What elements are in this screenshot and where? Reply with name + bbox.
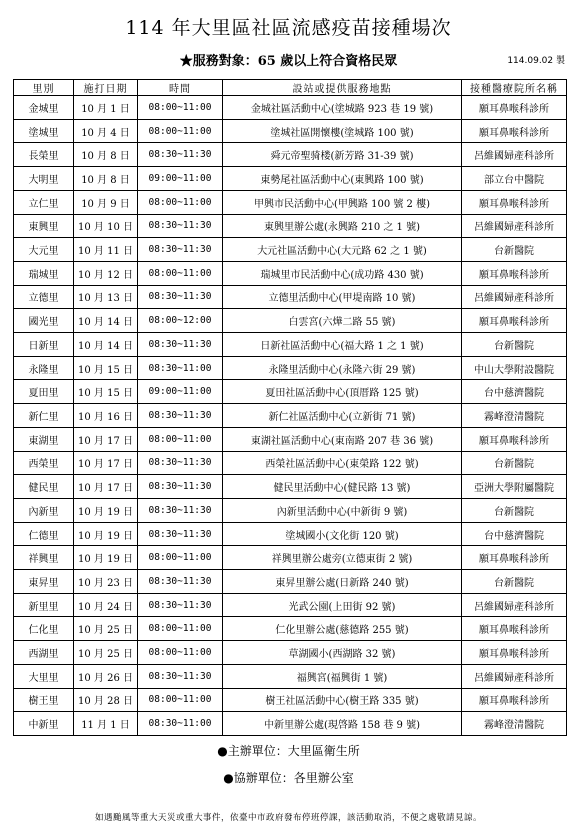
- location-cell: 瑞城里市民活動中心(成功路 430 號): [223, 261, 462, 285]
- village-cell: 塗城里: [14, 119, 74, 143]
- village-cell: 長榮里: [14, 143, 74, 167]
- location-cell: 大元社區活動中心(大元路 62 之 1 號): [223, 238, 462, 262]
- header-location: 設站或提供服務地點: [223, 80, 462, 96]
- village-cell: 國光里: [14, 309, 74, 333]
- location-cell: 東昇里辦公處(日新路 240 號): [223, 570, 462, 594]
- location-cell: 健民里活動中心(健民路 13 號): [223, 475, 462, 499]
- village-cell: 大元里: [14, 238, 74, 262]
- location-cell: 東湖社區活動中心(東南路 207 巷 36 號): [223, 427, 462, 451]
- time-cell: 08:30~11:30: [138, 285, 223, 309]
- table-row: [14, 190, 567, 214]
- village-cell: 金城里: [14, 96, 74, 120]
- clinic-cell: 亞洲大學附屬醫院: [462, 475, 567, 499]
- clinic-cell: 願耳鼻喉科診所: [462, 190, 567, 214]
- location-cell: 立德里活動中心(甲堤南路 10 號): [223, 285, 462, 309]
- table-row: [14, 570, 567, 594]
- date-cell: 10 月 15 日: [74, 356, 138, 380]
- organizer: ●主辦單位：大里區衛生所: [217, 744, 360, 758]
- clinic-cell: 部立台中醫院: [462, 167, 567, 191]
- village-cell: 大里里: [14, 664, 74, 688]
- table-row: [14, 333, 567, 357]
- date-cell: 10 月 4 日: [74, 119, 138, 143]
- date-cell: 10 月 28 日: [74, 688, 138, 712]
- table-row: [14, 593, 567, 617]
- location-cell: 夏田社區活動中心(頂厝路 125 號): [223, 380, 462, 404]
- date-cell: 10 月 11 日: [74, 238, 138, 262]
- table-row: [14, 617, 567, 641]
- village-cell: 內新里: [14, 498, 74, 522]
- village-cell: 新仁里: [14, 404, 74, 428]
- time-cell: 08:30~11:30: [138, 570, 223, 594]
- time-cell: 08:30~11:30: [138, 475, 223, 499]
- table-row: [14, 664, 567, 688]
- village-cell: 樹王里: [14, 688, 74, 712]
- page-title: 114 年大里區社區流感疫苗接種場次: [125, 17, 452, 39]
- village-cell: 中新里: [14, 712, 74, 736]
- date-cell: 10 月 24 日: [74, 593, 138, 617]
- village-cell: 西湖里: [14, 641, 74, 665]
- clinic-cell: 台新醫院: [462, 238, 567, 262]
- time-cell: 08:00~11:00: [138, 261, 223, 285]
- date-cell: 10 月 1 日: [74, 96, 138, 120]
- date-cell: 10 月 9 日: [74, 190, 138, 214]
- location-cell: 塗城國小(文化街 120 號): [223, 522, 462, 546]
- schedule-table: [13, 79, 567, 736]
- village-cell: 新里里: [14, 593, 74, 617]
- time-cell: 08:00~11:00: [138, 546, 223, 570]
- clinic-cell: 願耳鼻喉科診所: [462, 309, 567, 333]
- village-cell: 東興里: [14, 214, 74, 238]
- time-cell: 08:30~11:00: [138, 356, 223, 380]
- clinic-cell: 台新醫院: [462, 570, 567, 594]
- location-cell: 甲興市民活動中心(甲興路 100 號 2 樓): [223, 190, 462, 214]
- table-row: [14, 167, 567, 191]
- time-cell: 08:00~11:00: [138, 688, 223, 712]
- table-row: [14, 356, 567, 380]
- table-row: [14, 546, 567, 570]
- date-cell: 10 月 15 日: [74, 380, 138, 404]
- table-row: [14, 522, 567, 546]
- date-cell: 10 月 14 日: [74, 333, 138, 357]
- location-cell: 仁化里辦公處(慈德路 255 號): [223, 617, 462, 641]
- clinic-cell: 呂維國婦產科診所: [462, 214, 567, 238]
- location-cell: 內新里活動中心(中新街 9 號): [223, 498, 462, 522]
- clinic-cell: 台新醫院: [462, 451, 567, 475]
- table-row: [14, 143, 567, 167]
- location-cell: 樹王社區活動中心(樹王路 335 號): [223, 688, 462, 712]
- clinic-cell: 呂維國婦產科診所: [462, 664, 567, 688]
- time-cell: 08:00~11:00: [138, 190, 223, 214]
- cancellation-note: 如遇颱風等重大天災或重大事件，依臺中市政府發布停班停課，該活動取消，不便之處敬請見諒。: [94, 813, 482, 823]
- clinic-cell: 願耳鼻喉科診所: [462, 96, 567, 120]
- clinic-cell: 呂維國婦產科診所: [462, 593, 567, 617]
- date-cell: 10 月 25 日: [74, 617, 138, 641]
- time-cell: 08:30~11:30: [138, 522, 223, 546]
- time-cell: 08:30~11:30: [138, 333, 223, 357]
- clinic-cell: 台中慈濟醫院: [462, 522, 567, 546]
- clinic-cell: 願耳鼻喉科診所: [462, 119, 567, 143]
- location-cell: 福興宮(福興街 1 號): [223, 664, 462, 688]
- table-row: [14, 712, 567, 736]
- location-cell: 新仁社區活動中心(立新街 71 號): [223, 404, 462, 428]
- date-cell: 10 月 19 日: [74, 546, 138, 570]
- table-row: [14, 475, 567, 499]
- date-cell: 10 月 17 日: [74, 475, 138, 499]
- village-cell: 仁德里: [14, 522, 74, 546]
- clinic-cell: 呂維國婦產科診所: [462, 285, 567, 309]
- village-cell: 立仁里: [14, 190, 74, 214]
- village-cell: 瑞城里: [14, 261, 74, 285]
- clinic-cell: 呂維國婦產科診所: [462, 143, 567, 167]
- date-cell: 10 月 16 日: [74, 404, 138, 428]
- clinic-cell: 願耳鼻喉科診所: [462, 688, 567, 712]
- clinic-cell: 願耳鼻喉科診所: [462, 617, 567, 641]
- co-organizer: ●協辦單位：各里辦公室: [223, 771, 354, 785]
- time-cell: 08:00~12:00: [138, 309, 223, 333]
- location-cell: 舜元帝聖骑楼(新芳路 31-39 號): [223, 143, 462, 167]
- location-cell: 永隆里活動中心(永隆六街 29 號): [223, 356, 462, 380]
- date-cell: 10 月 26 日: [74, 664, 138, 688]
- time-cell: 08:30~11:30: [138, 664, 223, 688]
- date-cell: 10 月 10 日: [74, 214, 138, 238]
- location-cell: 光武公園(上田街 92 號): [223, 593, 462, 617]
- table-row: [14, 451, 567, 475]
- header-village: 里別: [14, 80, 74, 96]
- date-cell: 10 月 12 日: [74, 261, 138, 285]
- header-date: 施打日期: [74, 80, 138, 96]
- clinic-cell: 願耳鼻喉科診所: [462, 261, 567, 285]
- location-cell: 草湖國小(西湖路 32 號): [223, 641, 462, 665]
- date-cell: 10 月 17 日: [74, 451, 138, 475]
- time-cell: 09:00~11:00: [138, 380, 223, 404]
- clinic-cell: 中山大學附設醫院: [462, 356, 567, 380]
- village-cell: 夏田里: [14, 380, 74, 404]
- village-cell: 仁化里: [14, 617, 74, 641]
- clinic-cell: 台中慈濟醫院: [462, 380, 567, 404]
- table-row: [14, 498, 567, 522]
- table-row: [14, 380, 567, 404]
- location-cell: 東興里辦公處(永興路 210 之 1 號): [223, 214, 462, 238]
- table-row: [14, 641, 567, 665]
- location-cell: 祥興里辦公處旁(立德東街 2 號): [223, 546, 462, 570]
- table-row: [14, 261, 567, 285]
- village-cell: 東昇里: [14, 570, 74, 594]
- clinic-cell: 願耳鼻喉科診所: [462, 546, 567, 570]
- village-cell: 永隆里: [14, 356, 74, 380]
- table-row: [14, 427, 567, 451]
- time-cell: 08:30~11:30: [138, 404, 223, 428]
- time-cell: 08:00~11:00: [138, 641, 223, 665]
- location-cell: 塗城社區開懷樓(塗城路 100 號): [223, 119, 462, 143]
- village-cell: 日新里: [14, 333, 74, 357]
- made-date: 114.09.02 製: [507, 56, 565, 66]
- table-row: [14, 119, 567, 143]
- time-cell: 08:30~11:00: [138, 712, 223, 736]
- date-cell: 10 月 19 日: [74, 522, 138, 546]
- time-cell: 08:00~11:00: [138, 617, 223, 641]
- location-cell: 中新里辦公處(現啓路 158 巷 9 號): [223, 712, 462, 736]
- table-row: [14, 285, 567, 309]
- table-header-row: [14, 80, 567, 96]
- time-cell: 08:30~11:30: [138, 593, 223, 617]
- clinic-cell: 台新醫院: [462, 333, 567, 357]
- header-time: 時間: [138, 80, 223, 96]
- location-cell: 西榮社區活動中心(東榮路 122 號): [223, 451, 462, 475]
- table-row: [14, 688, 567, 712]
- village-cell: 西榮里: [14, 451, 74, 475]
- location-cell: 白雲宮(六燁二路 55 號): [223, 309, 462, 333]
- time-cell: 08:00~11:00: [138, 96, 223, 120]
- village-cell: 大明里: [14, 167, 74, 191]
- location-cell: 日新社區活動中心(福大路 1 之 1 號): [223, 333, 462, 357]
- time-cell: 08:30~11:30: [138, 451, 223, 475]
- date-cell: 10 月 13 日: [74, 285, 138, 309]
- date-cell: 10 月 25 日: [74, 641, 138, 665]
- date-cell: 10 月 17 日: [74, 427, 138, 451]
- date-cell: 10 月 19 日: [74, 498, 138, 522]
- time-cell: 08:30~11:30: [138, 214, 223, 238]
- service-target: ★服務對象：65 歲以上符合資格民眾: [179, 54, 398, 69]
- table-row: [14, 96, 567, 120]
- date-cell: 10 月 23 日: [74, 570, 138, 594]
- header-clinic: 接種醫療院所名稱: [462, 80, 567, 96]
- date-cell: 10 月 8 日: [74, 143, 138, 167]
- table-row: [14, 309, 567, 333]
- date-cell: 10 月 14 日: [74, 309, 138, 333]
- table-row: [14, 214, 567, 238]
- clinic-cell: 霧峰澄清醫院: [462, 712, 567, 736]
- time-cell: 08:00~11:00: [138, 119, 223, 143]
- clinic-cell: 願耳鼻喉科診所: [462, 641, 567, 665]
- village-cell: 祥興里: [14, 546, 74, 570]
- village-cell: 東湖里: [14, 427, 74, 451]
- clinic-cell: 霧峰澄清醫院: [462, 404, 567, 428]
- clinic-cell: 願耳鼻喉科診所: [462, 427, 567, 451]
- time-cell: 08:30~11:30: [138, 143, 223, 167]
- location-cell: 東勢尾社區活動中心(東興路 100 號): [223, 167, 462, 191]
- time-cell: 08:30~11:30: [138, 238, 223, 262]
- location-cell: 金城社區活動中心(塗城路 923 巷 19 號): [223, 96, 462, 120]
- table-row: [14, 404, 567, 428]
- time-cell: 09:00~11:00: [138, 167, 223, 191]
- table-row: [14, 238, 567, 262]
- village-cell: 立德里: [14, 285, 74, 309]
- date-cell: 11 月 1 日: [74, 712, 138, 736]
- village-cell: 健民里: [14, 475, 74, 499]
- clinic-cell: 台新醫院: [462, 498, 567, 522]
- time-cell: 08:30~11:30: [138, 498, 223, 522]
- date-cell: 10 月 8 日: [74, 167, 138, 191]
- time-cell: 08:00~11:00: [138, 427, 223, 451]
